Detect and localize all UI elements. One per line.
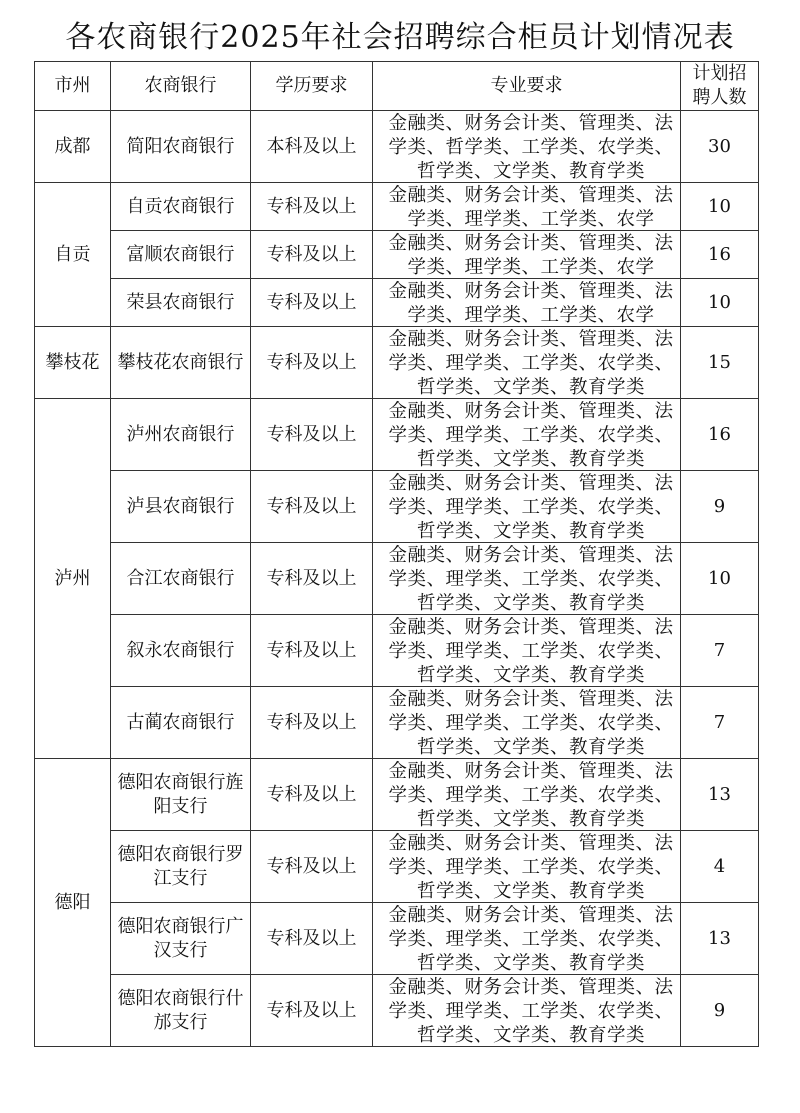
table-row	[35, 975, 759, 1047]
table-row	[35, 111, 759, 183]
count-cell: 10	[681, 279, 759, 327]
major-text: 金融类、财务会计类、管理类、法学类、理学类、工学类、农学类、哲学类、文学类、教育学类	[388, 472, 674, 542]
education-cell: 本科及以上	[251, 111, 373, 183]
table-header-row	[35, 62, 759, 111]
major-text: 金融类、财务会计类、管理类、法学类、理学类、工学类、农学类、哲学类、文学类、教育学类	[388, 688, 674, 758]
major-cell	[373, 975, 681, 1047]
major-cell	[373, 903, 681, 975]
count-cell: 7	[681, 615, 759, 687]
major-cell	[373, 327, 681, 399]
major-text: 金融类、财务会计类、管理类、法学类、理学类、工学类、农学	[388, 184, 674, 230]
education-cell: 专科及以上	[251, 975, 373, 1047]
header-major: 专业要求	[373, 62, 681, 111]
major-cell	[373, 111, 681, 183]
table-row	[35, 183, 759, 231]
header-count-line2: 聘人数	[692, 87, 747, 108]
major-text: 金融类、财务会计类、管理类、法学类、理学类、工学类、农学类、哲学类、文学类、教育学类	[388, 400, 674, 470]
major-text: 金融类、财务会计类、管理类、法学类、理学类、工学类、农学类、哲学类、文学类、教育学类	[388, 328, 674, 398]
city-cell: 自贡	[35, 183, 111, 327]
count-cell: 13	[681, 903, 759, 975]
education-cell: 专科及以上	[251, 399, 373, 471]
major-cell	[373, 183, 681, 231]
major-text: 金融类、财务会计类、管理类、法学类、理学类、工学类、农学类、哲学类、文学类、教育学类	[388, 904, 674, 974]
bank-cell: 自贡农商银行	[111, 183, 251, 231]
table-row	[35, 759, 759, 831]
bank-cell: 德阳农商银行罗江支行	[111, 831, 251, 903]
major-text: 金融类、财务会计类、管理类、法学类、理学类、工学类、农学类、哲学类、文学类、教育学类	[388, 544, 674, 614]
bank-cell: 泸县农商银行	[111, 471, 251, 543]
header-city: 市州	[35, 62, 111, 111]
bank-cell: 泸州农商银行	[111, 399, 251, 471]
education-cell: 专科及以上	[251, 759, 373, 831]
major-cell	[373, 471, 681, 543]
major-text: 金融类、财务会计类、管理类、法学类、理学类、工学类、农学类、哲学类、文学类、教育学类	[388, 976, 674, 1046]
bank-cell: 叙永农商银行	[111, 615, 251, 687]
table-row	[35, 327, 759, 399]
table-row	[35, 471, 759, 543]
bank-cell: 合江农商银行	[111, 543, 251, 615]
city-cell: 攀枝花	[35, 327, 111, 399]
education-cell: 专科及以上	[251, 615, 373, 687]
major-cell	[373, 615, 681, 687]
table-row	[35, 399, 759, 471]
table-row	[35, 231, 759, 279]
major-cell	[373, 399, 681, 471]
count-cell: 16	[681, 399, 759, 471]
count-cell: 9	[681, 471, 759, 543]
count-cell: 30	[681, 111, 759, 183]
bank-cell: 古蔺农商银行	[111, 687, 251, 759]
table-row	[35, 687, 759, 759]
education-cell: 专科及以上	[251, 279, 373, 327]
bank-cell: 富顺农商银行	[111, 231, 251, 279]
bank-cell: 德阳农商银行旌阳支行	[111, 759, 251, 831]
major-cell	[373, 831, 681, 903]
count-cell: 9	[681, 975, 759, 1047]
table-row	[35, 543, 759, 615]
header-bank: 农商银行	[111, 62, 251, 111]
major-text: 金融类、财务会计类、管理类、法学类、哲学类、工学类、农学类、哲学类、文学类、教育学类	[388, 112, 674, 182]
education-cell: 专科及以上	[251, 231, 373, 279]
major-cell	[373, 543, 681, 615]
education-cell: 专科及以上	[251, 327, 373, 399]
major-text: 金融类、财务会计类、管理类、法学类、理学类、工学类、农学	[388, 280, 674, 326]
header-count	[681, 62, 759, 111]
education-cell: 专科及以上	[251, 543, 373, 615]
major-cell	[373, 231, 681, 279]
bank-cell: 简阳农商银行	[111, 111, 251, 183]
count-cell: 7	[681, 687, 759, 759]
major-text: 金融类、财务会计类、管理类、法学类、理学类、工学类、农学	[388, 232, 674, 278]
education-cell: 专科及以上	[251, 687, 373, 759]
city-cell: 泸州	[35, 399, 111, 759]
major-cell	[373, 759, 681, 831]
header-education: 学历要求	[251, 62, 373, 111]
count-cell: 16	[681, 231, 759, 279]
major-cell	[373, 279, 681, 327]
education-cell: 专科及以上	[251, 831, 373, 903]
bank-cell: 德阳农商银行什邡支行	[111, 975, 251, 1047]
major-text: 金融类、财务会计类、管理类、法学类、理学类、工学类、农学类、哲学类、文学类、教育学类	[388, 832, 674, 902]
education-cell: 专科及以上	[251, 903, 373, 975]
count-cell: 10	[681, 543, 759, 615]
education-cell: 专科及以上	[251, 471, 373, 543]
major-text: 金融类、财务会计类、管理类、法学类、理学类、工学类、农学类、哲学类、文学类、教育学类	[388, 616, 674, 686]
recruitment-table	[34, 61, 759, 1047]
education-cell: 专科及以上	[251, 183, 373, 231]
city-cell: 德阳	[35, 759, 111, 1047]
city-cell: 成都	[35, 111, 111, 183]
table-row	[35, 831, 759, 903]
major-cell	[373, 687, 681, 759]
document-title: 各农商银行2025年社会招聘综合柜员计划情况表	[65, 20, 735, 55]
table-row	[35, 903, 759, 975]
bank-cell: 德阳农商银行广汉支行	[111, 903, 251, 975]
major-text: 金融类、财务会计类、管理类、法学类、理学类、工学类、农学类、哲学类、文学类、教育学类	[388, 760, 674, 830]
count-cell: 10	[681, 183, 759, 231]
count-cell: 13	[681, 759, 759, 831]
table-row	[35, 279, 759, 327]
bank-cell: 荣县农商银行	[111, 279, 251, 327]
count-cell: 4	[681, 831, 759, 903]
header-count-line1: 计划招	[692, 63, 747, 84]
count-cell: 15	[681, 327, 759, 399]
bank-cell: 攀枝花农商银行	[111, 327, 251, 399]
table-row	[35, 615, 759, 687]
